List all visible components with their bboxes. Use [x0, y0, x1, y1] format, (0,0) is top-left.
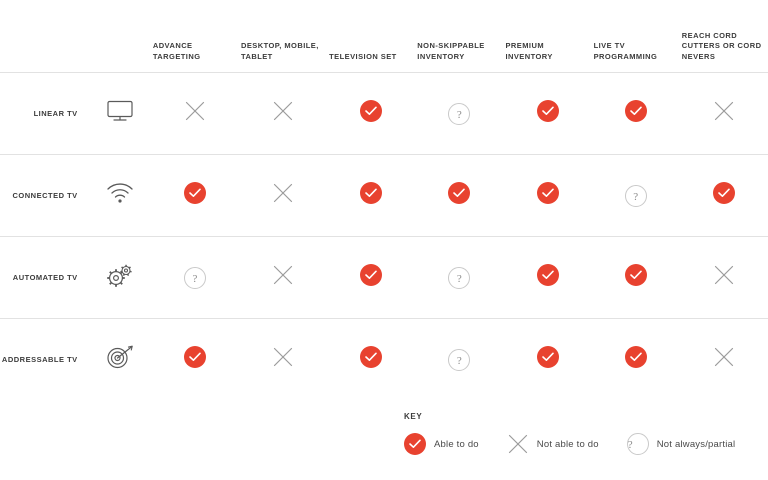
table-body: [0, 73, 768, 401]
mark-able-to-do: [184, 182, 206, 204]
legend-item-label: Not always/partial: [656, 438, 736, 450]
matrix-cell: [680, 155, 768, 237]
matrix-cell: [151, 155, 239, 237]
table-row: [0, 73, 768, 155]
mark-able-to-do: [537, 100, 559, 122]
mark-not-able-to-do: [272, 182, 294, 204]
matrix-cell: [415, 237, 503, 319]
legend-item: [627, 433, 736, 455]
mark-able-to-do: [184, 346, 206, 368]
matrix-cell: [327, 73, 415, 155]
matrix-cell: [239, 155, 327, 237]
row-icon-cell: [90, 319, 151, 401]
wifi-icon: [106, 191, 134, 208]
matrix-cell: [415, 319, 503, 401]
mark-not-able-to-do: [272, 100, 294, 122]
mark-able-to-do: [360, 264, 382, 286]
matrix-cell: [592, 237, 680, 319]
matrix-cell: [680, 73, 768, 155]
row-icon-cell: [90, 155, 151, 237]
corner-cell-empty: [0, 0, 90, 73]
target-dart-icon: [105, 357, 135, 374]
mark-able-to-do: [360, 346, 382, 368]
table-row: [0, 319, 768, 401]
mark-partial: ?: [448, 267, 470, 289]
mark-not-able-to-do: [272, 264, 294, 286]
mark-partial: ?: [448, 103, 470, 125]
matrix-cell: [592, 73, 680, 155]
row-label: AUTOMATED TV: [0, 237, 90, 319]
matrix-cell: [327, 319, 415, 401]
mark-able-to-do: [625, 264, 647, 286]
matrix-cell: [415, 155, 503, 237]
mark-able-to-do: [404, 433, 426, 455]
mark-able-to-do: [537, 182, 559, 204]
mark-not-able-to-do: [272, 346, 294, 368]
legend-items: [404, 433, 768, 455]
matrix-cell: [592, 319, 680, 401]
matrix-cell: [415, 73, 503, 155]
matrix-cell: [239, 237, 327, 319]
mark-able-to-do: [713, 182, 735, 204]
mark-able-to-do: [360, 182, 382, 204]
television-icon: [106, 110, 134, 127]
matrix-cell: [151, 319, 239, 401]
row-label: LINEAR TV: [0, 73, 90, 155]
legend-item: [404, 433, 479, 455]
matrix-cell: [503, 237, 591, 319]
table-row: [0, 237, 768, 319]
table-header: [0, 0, 768, 73]
matrix-cell: [151, 237, 239, 319]
matrix-cell: [592, 155, 680, 237]
column-header-3: NON-SKIPPABLE INVENTORY: [417, 41, 485, 61]
row-icon-cell: [90, 237, 151, 319]
matrix-cell: [239, 319, 327, 401]
mark-partial: ?: [625, 185, 647, 207]
mark-not-able-to-do: [713, 100, 735, 122]
gears-icon: [105, 275, 135, 292]
row-label: ADDRESSABLE TV: [0, 319, 90, 401]
matrix-cell: [503, 155, 591, 237]
column-header-4: PREMIUM INVENTORY: [505, 41, 553, 61]
column-header-1: DESKTOP, MOBILE, TABLET: [240, 41, 319, 61]
mark-not-able-to-do: [184, 100, 206, 122]
legend-item: [507, 433, 599, 455]
mark-not-able-to-do: [507, 433, 529, 455]
matrix-cell: [503, 73, 591, 155]
legend-item-label: Able to do: [434, 438, 479, 450]
matrix-cell: [680, 319, 768, 401]
legend-title: KEY: [404, 412, 423, 421]
row-label: CONNECTED TV: [0, 155, 90, 237]
legend-item-label: Not able to do: [536, 438, 599, 450]
matrix-cell: [327, 155, 415, 237]
column-header-0: ADVANCE TARGETING: [152, 41, 201, 61]
mark-able-to-do: [537, 346, 559, 368]
mark-partial: ?: [184, 267, 206, 289]
matrix-cell: [680, 237, 768, 319]
mark-able-to-do: [448, 182, 470, 204]
row-icon-cell: [90, 73, 151, 155]
matrix-cell: [151, 73, 239, 155]
matrix-cell: [503, 319, 591, 401]
column-header-6: REACH CORD CUTTERS OR CORD NEVERS: [681, 30, 762, 61]
mark-able-to-do: [625, 100, 647, 122]
table-row: [0, 155, 768, 237]
mark-partial: ?: [448, 349, 470, 371]
mark-able-to-do: [360, 100, 382, 122]
mark-partial: ?: [627, 433, 649, 455]
mark-able-to-do: [625, 346, 647, 368]
column-header-5: LIVE TV PROGRAMMING: [593, 41, 658, 61]
column-header-2: TELEVISION SET: [329, 51, 397, 61]
mark-able-to-do: [537, 264, 559, 286]
corner-cell-icon-empty: [90, 0, 151, 73]
matrix-cell: [327, 237, 415, 319]
mark-not-able-to-do: [713, 264, 735, 286]
mark-not-able-to-do: [713, 346, 735, 368]
legend: [0, 412, 768, 455]
matrix-cell: [239, 73, 327, 155]
